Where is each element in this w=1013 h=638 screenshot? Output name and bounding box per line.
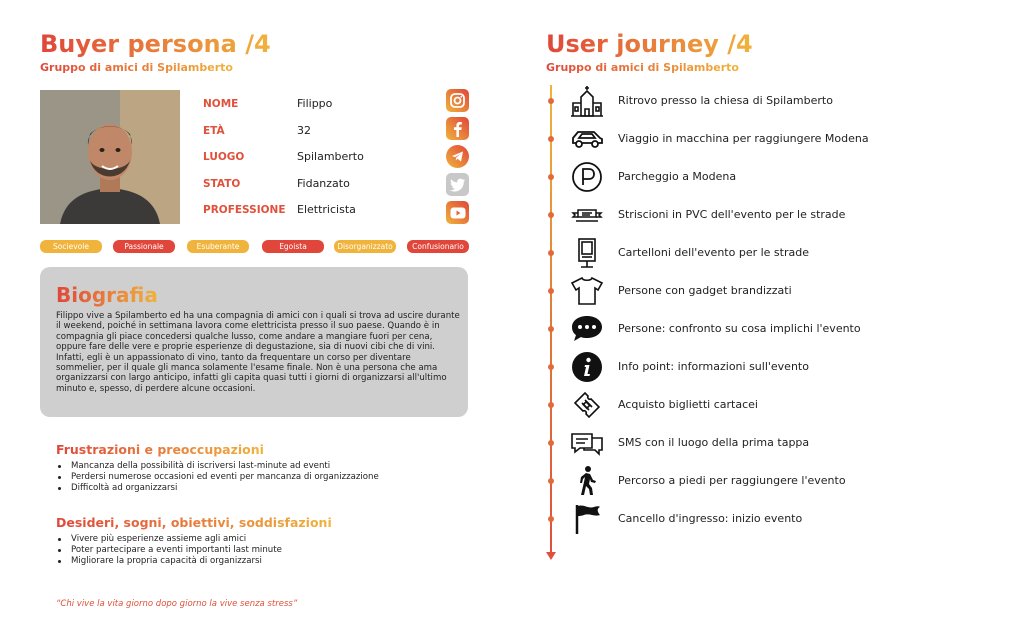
journey-step-text: Persone con gadget brandizzati: [618, 284, 792, 297]
timeline-dot: [548, 326, 554, 332]
field-value-eta: 32: [297, 124, 311, 137]
journey-step-text: Persone: confronto su cosa implichi l'evento: [618, 322, 861, 335]
timeline-dot: [548, 288, 554, 294]
list-item: Migliorare la propria capacità di organizzarsi: [56, 556, 282, 567]
journey-step-text: Info point: informazioni sull'evento: [618, 360, 809, 373]
field-value-luogo: Spilamberto: [297, 150, 364, 163]
timeline-dot: [548, 212, 554, 218]
journey-step-text: Striscioni in PVC dell'evento per le strade: [618, 208, 846, 221]
journey-step-text: Percorso a piedi per raggiungere l'evento: [618, 474, 846, 487]
persona-title: Buyer persona /4: [40, 30, 271, 58]
church-icon: [568, 84, 606, 118]
billboard-icon: [568, 236, 606, 270]
timeline-arrow: [546, 552, 556, 560]
timeline-dot: [548, 98, 554, 104]
desires-list: [56, 534, 282, 567]
timeline-dot: [548, 478, 554, 484]
field-label-professione: PROFESSIONE: [203, 204, 286, 216]
parking-icon: [568, 160, 606, 194]
journey-step-text: Cartelloni dell'evento per le strade: [618, 246, 809, 259]
biography-title: Biografia: [56, 283, 158, 307]
journey-title: User journey /4: [546, 30, 753, 58]
journey-step-text: Cancello d'ingresso: inizio evento: [618, 512, 803, 525]
biography-text: Filippo vive a Spilamberto ed ha una compagnia di amici con i quali si trova ad uscire durante il weekend, poiché in settimana lavora come elettricista presso il suo paese. Quando è in compagnia gli piace concedersi qualche lusso, come andare a mangiare fuori per cena, oppure fare delle vere e proprie esperienze di degustazione, sia di nuovi cibi che di vini. Infatti, egli è un appassionato di vino, tanto da frequentare un corso per diventare sommelier, per il quale gli manca solamente l'esame finale. Non è una persona che ama organizzarsi con largo anticipo, infatti gli capita quasi tutti i giorni di organizzarsi all'ultimo minuto e, spesso, di perdere alcune occasioni.: [56, 311, 460, 394]
list-item: Perdersi numerose occasioni ed eventi per mancanza di organizzazione: [56, 472, 379, 483]
trait-tag: Egoista: [262, 240, 324, 253]
tshirt-icon: [568, 274, 606, 308]
youtube-icon[interactable]: [446, 201, 469, 224]
journey-step-text: Acquisto biglietti cartacei: [618, 398, 758, 411]
field-value-stato: Fidanzato: [297, 177, 350, 190]
journey-step-text: Ritrovo presso la chiesa di Spilamberto: [618, 94, 833, 107]
banner-icon: [568, 198, 606, 232]
facebook-icon[interactable]: [446, 117, 469, 140]
instagram-icon[interactable]: [446, 89, 469, 112]
timeline-dot: [548, 516, 554, 522]
timeline-dot: [548, 174, 554, 180]
list-item: Poter partecipare a eventi importanti last minute: [56, 545, 282, 556]
frustrations-title: Frustrazioni e preoccupazioni: [56, 442, 264, 457]
timeline-dot: [548, 136, 554, 142]
field-label-nome: NOME: [203, 98, 239, 110]
persona-quote: “Chi vive la vita giorno dopo giorno la vive senza stress”: [56, 599, 298, 609]
field-label-luogo: LUOGO: [203, 151, 245, 163]
trait-tag: Disorganizzato: [334, 240, 396, 253]
persona-subtitle: Gruppo di amici di Spilamberto: [40, 61, 233, 74]
journey-timeline: [550, 85, 552, 555]
journey-step-text: Parcheggio a Modena: [618, 170, 737, 183]
journey-subtitle: Gruppo di amici di Spilamberto: [546, 61, 739, 74]
flag-icon: [568, 502, 606, 536]
timeline-dot: [548, 440, 554, 446]
trait-tag: Passionale: [113, 240, 175, 253]
timeline-dot: [548, 364, 554, 370]
twitter-icon[interactable]: [446, 173, 469, 196]
field-label-stato: STATO: [203, 178, 241, 190]
sms-icon: [568, 426, 606, 460]
trait-tag: Esuberante: [187, 240, 249, 253]
timeline-dot: [548, 402, 554, 408]
chat-bubble-icon: [568, 312, 606, 346]
telegram-icon[interactable]: [446, 145, 469, 168]
walking-icon: [568, 464, 606, 498]
list-item: Mancanza della possibilità di iscriversi last-minute ad eventi: [56, 461, 379, 472]
timeline-dot: [548, 250, 554, 256]
persona-photo: [40, 90, 180, 224]
journey-step-text: Viaggio in macchina per raggiungere Modena: [618, 132, 869, 145]
journey-step-text: SMS con il luogo della prima tappa: [618, 436, 810, 449]
info-icon: [568, 350, 606, 384]
desires-title: Desideri, sogni, obiettivi, soddisfazioni: [56, 515, 332, 530]
field-value-professione: Elettricista: [297, 203, 356, 216]
frustrations-list: [56, 461, 379, 494]
field-value-nome: Filippo: [297, 97, 333, 110]
trait-tag: Socievole: [40, 240, 102, 253]
trait-tag: Confusionario: [407, 240, 469, 253]
ticket-icon: [568, 388, 606, 422]
list-item: Difficoltà ad organizzarsi: [56, 483, 379, 494]
field-label-eta: ETÀ: [203, 125, 225, 137]
car-icon: [568, 122, 606, 156]
list-item: Vivere più esperienze assieme agli amici: [56, 534, 282, 545]
